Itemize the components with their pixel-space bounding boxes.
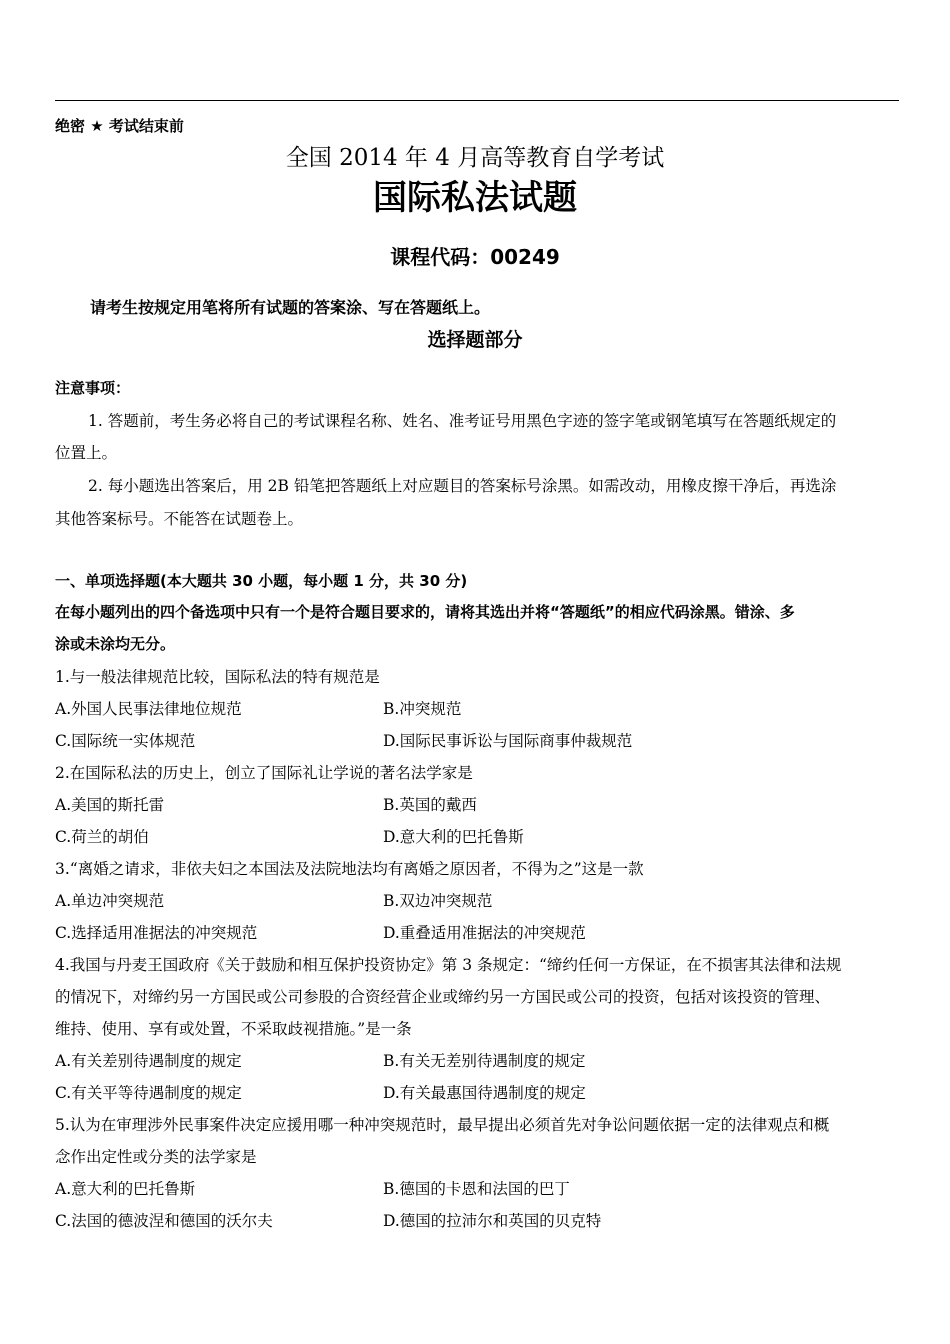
option-d: D.有关最惠国待遇制度的规定 [383, 1084, 586, 1102]
option-b: B.德国的卡恩和法国的巴丁 [383, 1180, 570, 1198]
question-stem: 3.“离婚之请求，非依夫妇之本国法及法院地法均有离婚之原因者，不得为之”这是一款 [55, 860, 644, 878]
option-c: C.荷兰的胡伯 [55, 828, 149, 846]
option-c: C.有关平等待遇制度的规定 [55, 1084, 242, 1102]
confidential-mark: 绝密 ★ 考试结束前 [55, 117, 184, 135]
option-b: B.双边冲突规范 [383, 892, 493, 910]
option-d: D.重叠适用准据法的冲突规范 [383, 924, 586, 942]
page-title: 国际私法试题 [373, 178, 577, 218]
option-b: B.有关无差别待遇制度的规定 [383, 1052, 586, 1070]
question-stem-cont: 的情况下，对缔约另一方国民或公司参股的合资经营企业或缔约另一方国民或公司的投资，包括对该投资的管理、 [55, 988, 831, 1006]
section-description-cont: 涂或未涂均无分。 [55, 635, 176, 653]
course-code: 课程代码：00249 [390, 245, 560, 269]
option-c: C.国际统一实体规范 [55, 732, 196, 750]
answer-instruction: 请考生按规定用笔将所有试题的答案涂、写在答题纸上。 [90, 298, 491, 317]
exam-name: 全国 2014 年 4 月高等教育自学考试 [285, 145, 665, 171]
option-b: B.冲突规范 [383, 700, 462, 718]
section-part-title: 选择题部分 [427, 329, 523, 351]
question-stem: 5.认为在审理涉外民事案件决定应援用哪一种冲突规范时，最早提出必须首先对争讼问题依据一定的法律观点和概 [55, 1116, 830, 1134]
option-b: B.英国的戴西 [383, 796, 477, 814]
note-item-2: 2. 每小题选出答案后，用 2B 铅笔把答题纸上对应题目的答案标号涂黑。如需改动，用橡皮擦干净后，再选涂 [88, 477, 837, 495]
question-stem: 1.与一般法律规范比较，国际私法的特有规范是 [55, 668, 380, 686]
question-stem-cont: 念作出定性或分类的法学家是 [55, 1148, 257, 1166]
option-a: A.有关差别待遇制度的规定 [55, 1052, 242, 1070]
top-rule [55, 100, 899, 101]
question-stem-cont: 维持、使用、享有或处置，不采取歧视措施。”是一条 [55, 1020, 412, 1038]
question-stem: 4.我国与丹麦王国政府《关于鼓励和相互保护投资协定》第 3 条规定：“缔约任何一方保证，在不损害其法律和法规 [55, 956, 842, 974]
option-c: C.法国的德波涅和德国的沃尔夫 [55, 1212, 273, 1230]
question-stem: 2.在国际私法的历史上，创立了国际礼让学说的著名法学家是 [55, 764, 473, 782]
note-item-1: 1. 答题前，考生务必将自己的考试课程名称、姓名、准考证号用黑色字迹的签字笔或钢笔填写在答题纸规定的 [88, 412, 837, 430]
option-a: A.意大利的巴托鲁斯 [55, 1180, 196, 1198]
option-a: A.单边冲突规范 [55, 892, 165, 910]
option-c: C.选择适用准据法的冲突规范 [55, 924, 258, 942]
section-heading: 一、单项选择题(本大题共 30 小题，每小题 1 分，共 30 分) [55, 572, 468, 590]
option-a: A.美国的斯托雷 [55, 796, 165, 814]
notes-label: 注意事项： [55, 379, 131, 397]
option-d: D.意大利的巴托鲁斯 [383, 828, 524, 846]
note-item-1-cont: 位置上。 [55, 444, 118, 462]
note-item-2-cont: 其他答案标号。不能答在试题卷上。 [55, 510, 304, 528]
section-description: 在每小题列出的四个备选项中只有一个是符合题目要求的，请将其选出并将“答题纸”的相应代码涂黑。错涂、多 [55, 603, 795, 621]
option-d: D.德国的拉沛尔和英国的贝克特 [383, 1212, 602, 1230]
option-a: A.外国人民事法律地位规范 [55, 700, 242, 718]
option-d: D.国际民事诉讼与国际商事仲裁规范 [383, 732, 633, 750]
